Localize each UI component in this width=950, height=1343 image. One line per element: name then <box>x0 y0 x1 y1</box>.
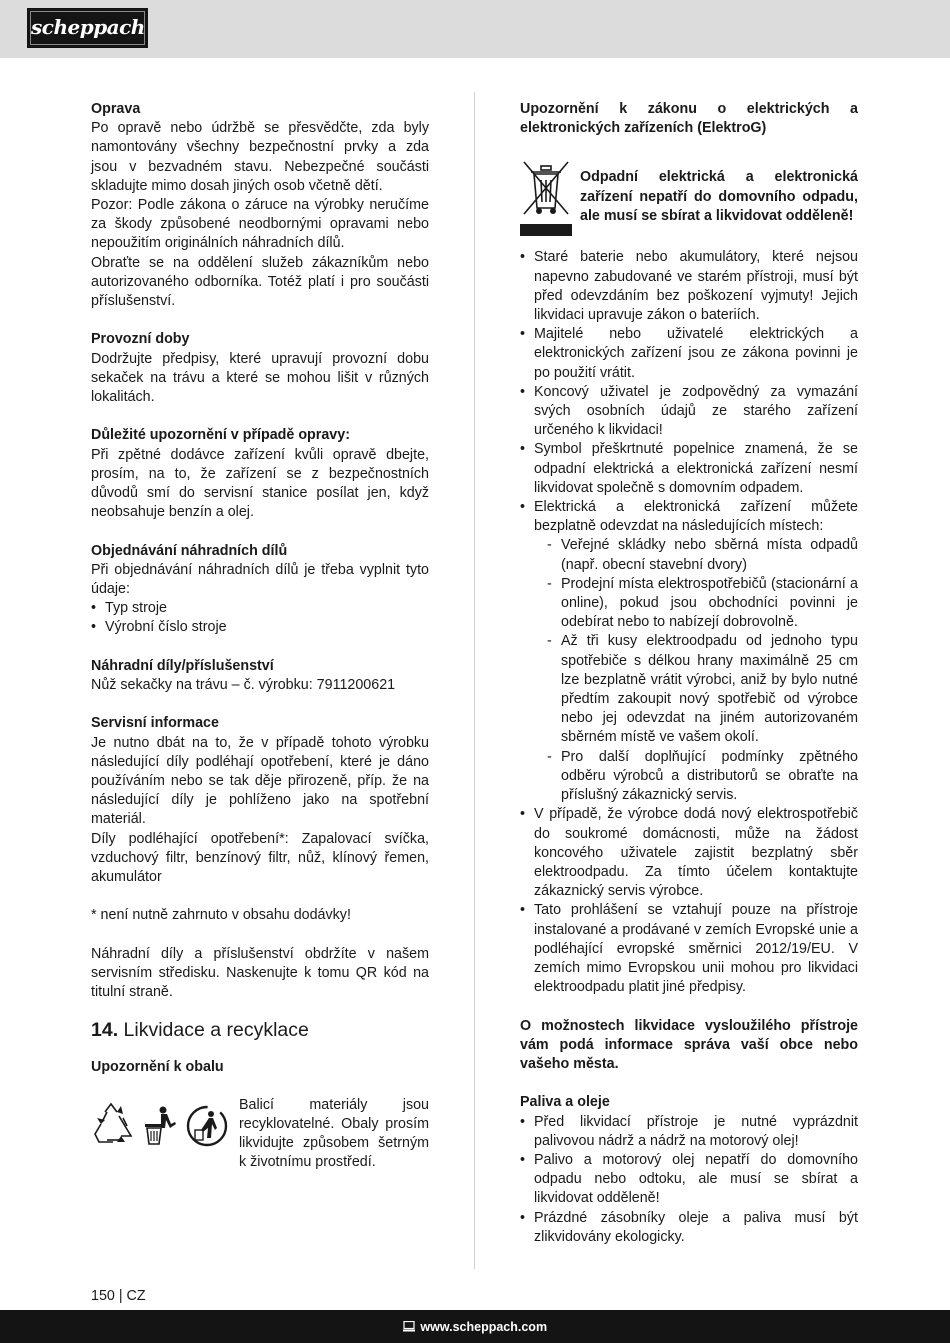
crossed-bin-icon <box>520 158 572 238</box>
repair-title: Oprava <box>91 101 141 117</box>
list-item: • Před likvidací přístroje je nutné vyprázdnit palivovou nádrž a nádrž na motorový olej! <box>520 1113 858 1151</box>
list-item: • Symbol přeškrtnuté popelnice znamená, že se odpadní elektrická a elektronická zařízení nesmí likvidovat společně s domovním odpadem. <box>520 440 858 498</box>
list-item: • Tato prohlášení se vztahují pouze na přístroje instalované a prodávané v zemích Evropské unie a podléhající evropské směrnici 2012/19/EU. V zemích mimo Evropskou unii mohou pro likvidaci elektroodpadu platit jiné předpisy. <box>520 901 858 997</box>
ordering-title: Objednávání náhradních dílů <box>91 542 288 559</box>
municipal-info: O možnostech likvidace vysloužilého přístroje vám podá informace správa vaší obce nebo vašeho města. <box>520 1017 858 1072</box>
list-item: • Staré baterie nebo akumulátory, které nejsou napevno zabudované ve starém přístroji, musí být před odevzdáním bez poškození vyjmuty! Jejich likvidaci upravuje zákon o bateriích. <box>520 248 858 325</box>
page-footer <box>0 1310 950 1343</box>
page-language: CZ <box>126 1288 146 1304</box>
list-item: - Prodejní místa elektrospotřebičů (stacionární a online), pokud jsou obchodníci povinni je odebírat nebo to nabízejí dobrovolně. <box>534 575 858 633</box>
computer-icon <box>403 1321 415 1332</box>
operating-times-section <box>91 330 429 407</box>
operating-times-text: Dodržujte předpisy, které upravují provozní dobu sekaček na trávu a které se mohou lišit v různých lokalitách. <box>91 350 429 406</box>
repair-paragraph-3: Obraťte se na oddělení služeb zákazníkům nebo autorizovaného odborníka. Totéž platí i pro součásti příslušenství. <box>91 254 429 310</box>
scheppach-logo <box>27 8 148 48</box>
page-number-value: 150 <box>91 1288 115 1304</box>
repair-paragraph-2: Pozor: Podle zákona o záruce na výrobky neručíme za škody způsobené neodbornými opravami nebo nepoužitím originálních náhradních dílů. <box>91 197 429 252</box>
list-item: • V případě, že výrobce dodá nový elektrospotřebič do soukromé domácnosti, může na žádost koncového uživatele zajistit bezplatný sběr elektroodpadu. Za tímto účelem kontaktujte zákaznický servis výrobce. <box>520 805 858 901</box>
website-url[interactable]: www.scheppach.com <box>420 1320 548 1334</box>
section-14-heading <box>91 1018 429 1042</box>
right-column <box>520 100 858 1247</box>
list-item <box>520 498 858 805</box>
service-footnote: * není nutně zahrnuto v obsahu dodávky! <box>91 907 351 924</box>
footer-website[interactable] <box>0 1318 950 1336</box>
column-divider <box>474 92 475 1269</box>
service-paragraph-2: Díly podléhající opotřebení*: Zapalovací svíčka, vzduchový filtr, benzínový filtr, nůž, klínový řemen, akumulátor <box>91 830 429 886</box>
elektrog-list <box>520 248 858 997</box>
packaging-text: Balicí materiály jsou recyklovatelné. Obaly prosím likvidujte způsobem šetrným k životnímu prostředí. <box>239 1096 429 1171</box>
operating-times-title: Provozní doby <box>91 331 190 348</box>
left-column <box>91 100 429 1188</box>
ordering-list <box>91 599 429 637</box>
service-paragraph-4: Náhradní díly a příslušenství obdržíte v našem servisním středisku. Naskenujte k tomu QR kód na titulní straně. <box>91 945 429 1001</box>
section-title: Likvidace a recyklace <box>123 1019 309 1042</box>
page-separator: | <box>118 1288 123 1304</box>
important-repair-title: Důležité upozornění v případě opravy: <box>91 427 350 444</box>
packaging-title: Upozornění k obalu <box>91 1059 224 1076</box>
ordering-section <box>91 542 429 638</box>
spare-parts-title: Náhradní díly/příslušenství <box>91 657 274 674</box>
list-item-text: Elektrická a elektronická zařízení můžete bezplatně odevzdat na následujících místech: <box>534 499 858 535</box>
tidyman-icon <box>145 1106 176 1144</box>
spare-parts-text: Nůž sekačky na trávu – č. výrobku: 7911200621 <box>91 677 396 694</box>
service-paragraph-1: Je nutno dbát na to, že v případě tohoto výrobku následující díly podléhají opotřebení, které je dáno používáním nebo se tak děje přirozeně, příp. že na následující díly je pohlíženo jako na spotřební materiál. <box>91 734 429 828</box>
list-item: • Výrobní číslo stroje <box>91 618 429 637</box>
weee-notice <box>520 158 858 240</box>
list-item: • Koncový uživatel je zodpovědný za vymazání svých osobních údajů ze starého zařízení určeného k likvidaci! <box>520 383 858 441</box>
return-points-list <box>534 536 858 805</box>
packaging-block <box>91 1096 429 1188</box>
service-title: Servisní informace <box>91 715 219 732</box>
ordering-text: Při objednávání náhradních dílů je třeba vyplnit tyto údaje: <box>91 561 429 598</box>
repair-paragraph-1: Po opravě nebo údržbě se přesvědčte, zda byly namontovány všechny bezpečnostní prvky a zda jsou v bezvadném stavu. Nebezpečné součásti skladujte mimo dosah jiných osob včetně dětí. <box>91 120 429 194</box>
important-repair-text: Při zpětné dodávce zařízení kvůli opravě dbejte, prosím, na to, že zařízení se z bezpečnostních důvodů smí do servisní stanice posílat jen, když neobsahuje benzín a olej. <box>91 446 429 521</box>
list-item: - Veřejné skládky nebo sběrná místa odpadů (např. obecní stavební dvory) <box>534 536 858 574</box>
page-header <box>0 0 950 58</box>
service-section <box>91 714 429 1002</box>
recycle-icon <box>95 1104 131 1142</box>
important-repair-section <box>91 426 429 522</box>
fuels-title: Paliva a oleje <box>520 1094 610 1111</box>
list-item: - Až tři kusy elektroodpadu od jednoho typu spotřebiče s délkou hrany maximálně 25 cm lze bezplatně vrátit výrobci, aniž by bylo nutné předtím zakoupit nový spotřebič od výrobce nebo jej odevzdat na jiném autorizovaném sběrném místě ve vašem okolí. <box>534 632 858 747</box>
page-number <box>91 1287 146 1306</box>
list-item: • Majitelé nebo uživatelé elektrických a elektronických zařízení jsou ze zákona povinni je po použití vrátit. <box>520 325 858 383</box>
list-item: • Palivo a motorový olej nepatří do domovního odpadu nebo odtoku, ale musí se sbírat a likvidovat odděleně! <box>520 1151 858 1209</box>
weee-text: Odpadní elektrická a elektronická zařízení nepatří do domovního odpadu, ale musí se sbírat a likvidovat odděleně! <box>580 169 858 224</box>
logo-text: scheppach <box>30 11 145 45</box>
elektrog-title: Upozornění k zákonu o elektrických a elektronických zařízeních (ElektroG) <box>520 101 858 137</box>
section-number: 14. <box>91 1019 119 1042</box>
repair-section <box>91 100 429 311</box>
recycling-icons <box>91 1102 231 1150</box>
list-item: • Typ stroje <box>91 599 429 618</box>
list-item: • Prázdné zásobníky oleje a paliva musí být zlikvidovány ekologicky. <box>520 1209 858 1247</box>
fuels-list <box>520 1113 858 1247</box>
list-item: - Pro další doplňující podmínky zpětného odběru výrobců a distributorů se obraťte na příslušný zákaznický servis. <box>534 748 858 806</box>
spare-parts-section <box>91 657 429 695</box>
recycle-person-icon <box>188 1107 226 1145</box>
